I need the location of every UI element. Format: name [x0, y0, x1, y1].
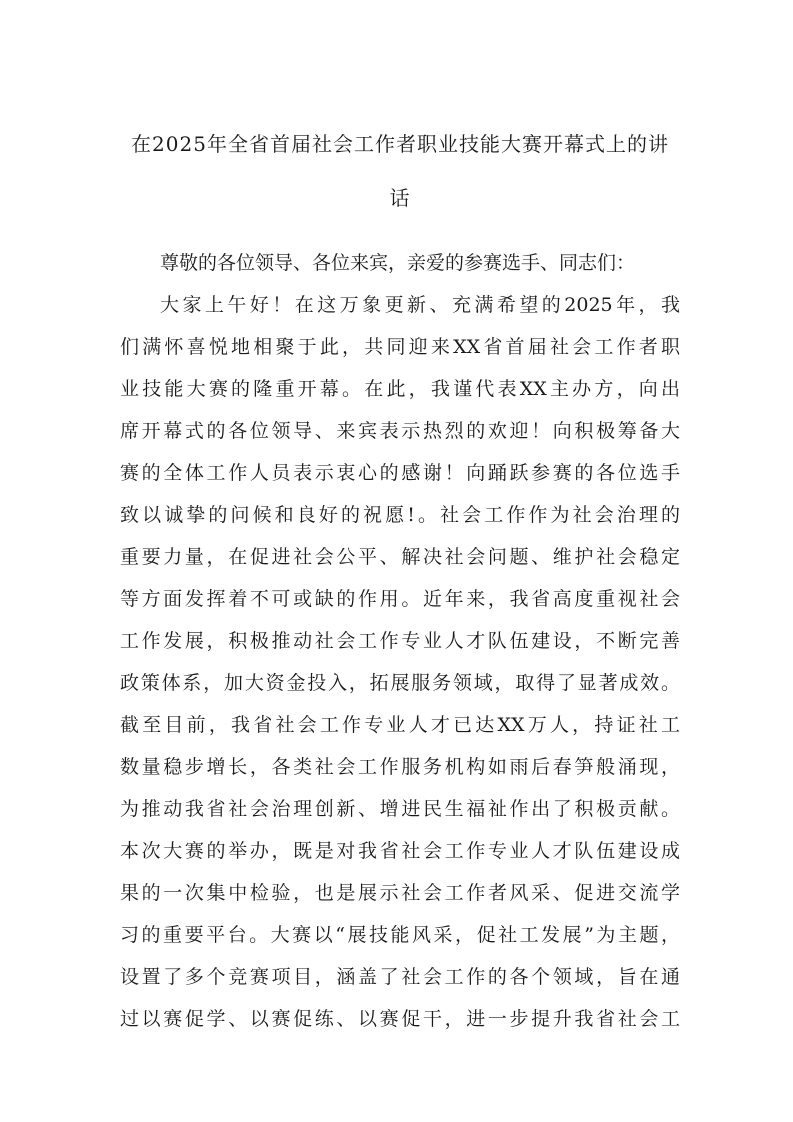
salutation: 尊敬的各位领导、各位来宾，亲爱的参赛选手、同志们： — [160, 252, 636, 274]
document-title-line-2: 话 — [389, 186, 411, 210]
paragraph-line: 席开幕式的各位领导、来宾表示热烈的欢迎！向积极筹备大 — [120, 420, 680, 442]
paragraph-line: 政策体系，加大资金投入，拓展服务领域，取得了显著成效。 — [120, 672, 680, 694]
paragraph-line: 大家上午好！在这万象更新、充满希望的2025年，我 — [160, 294, 680, 316]
paragraph-line: 数量稳步增长，各类社会工作服务机构如雨后春笋般涌现， — [120, 756, 680, 778]
paragraph-line: 赛的全体工作人员表示衷心的感谢！向踊跃参赛的各位选手 — [120, 462, 680, 484]
paragraph-line: 习的重要平台。大赛以“展技能风采，促社工发展”为主题， — [120, 924, 680, 946]
paragraph-line: 截至目前，我省社会工作专业人才已达XX万人，持证社工 — [120, 714, 680, 736]
paragraph-line: 过以赛促学、以赛促练、以赛促干，进一步提升我省社会工 — [120, 1008, 680, 1030]
paragraph-line: 本次大赛的举办，既是对我省社会工作专业人才队伍建设成 — [120, 840, 680, 862]
paragraph-line: 等方面发挥着不可或缺的作用。近年来，我省高度重视社会 — [120, 588, 680, 610]
paragraph-line: 工作发展，积极推动社会工作专业人才队伍建设，不断完善 — [120, 630, 680, 652]
paragraph-line: 果的一次集中检验，也是展示社会工作者风采、促进交流学 — [120, 882, 680, 904]
paragraph-line: 重要力量，在促进社会公平、解决社会问题、维护社会稳定 — [120, 546, 680, 568]
document-title-line-1: 在2025年全省首届社会工作者职业技能大赛开幕式上的讲 — [131, 132, 669, 156]
paragraph-line: 致以诚挚的问候和良好的祝愿!。社会工作作为社会治理的 — [120, 504, 680, 526]
paragraph-line: 业技能大赛的隆重开幕。在此，我谨代表XX主办方，向出 — [120, 378, 680, 400]
paragraph-line: 设置了多个竞赛项目，涵盖了社会工作的各个领域，旨在通 — [120, 966, 680, 988]
paragraph-line: 为推动我省社会治理创新、增进民生福祉作出了积极贡献。 — [120, 798, 680, 820]
paragraph-line: 们满怀喜悦地相聚于此，共同迎来XX省首届社会工作者职 — [120, 336, 680, 358]
